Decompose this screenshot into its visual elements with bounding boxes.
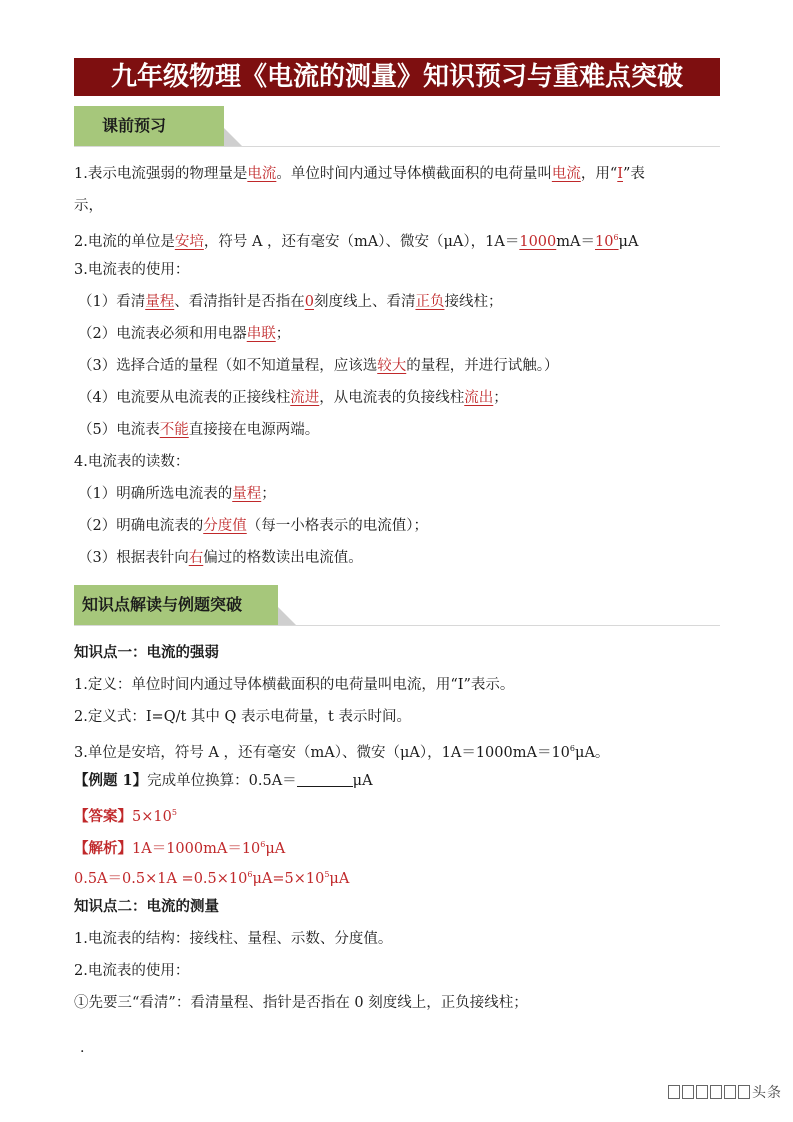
- text: （1）看清: [78, 294, 146, 310]
- fill-in-answer: 安培: [174, 234, 204, 250]
- fill-in-answer: 量程: [232, 486, 262, 502]
- preview-line-6: [78, 355, 558, 377]
- preview-line-5: [78, 323, 290, 345]
- preview-line-1: [74, 163, 645, 185]
- text: ；: [275, 326, 291, 342]
- fill-in-answer: I: [617, 166, 623, 182]
- watermark-logo-icon: [738, 1085, 750, 1099]
- preview-line-12: [78, 547, 363, 569]
- text: （3）选择合适的量程（如不知道量程，应该选: [78, 358, 378, 374]
- stray-dot: .: [80, 1040, 85, 1056]
- text: μA: [352, 773, 373, 789]
- text: 2.电流的单位是: [74, 234, 175, 250]
- fill-in-answer: 正负: [415, 294, 445, 310]
- answer-line: [74, 802, 177, 828]
- text: ；: [493, 390, 508, 406]
- section-tab-label: 课前预习: [102, 116, 167, 135]
- divider: [74, 625, 720, 626]
- text: 1A＝1000mA＝10: [132, 841, 261, 857]
- text: μA: [265, 841, 286, 857]
- text: 3.单位是安培，符号 A ，还有毫安（mA）、微安（μA），1A＝1000mA＝10: [74, 745, 570, 761]
- knowledge1-line-2: 2.定义式：I=Q/t 其中 Q 表示电荷量，t 表示时间。: [74, 709, 411, 725]
- fill-in-answer: 电流: [551, 166, 581, 182]
- preview-line-4: [78, 291, 502, 313]
- section-tab-label: 知识点解读与例题突破: [82, 595, 243, 614]
- watermark-logo-icon: [682, 1085, 694, 1099]
- preview-line-9: 4.电流表的读数：: [74, 454, 190, 470]
- fill-in-answer: 右: [188, 550, 204, 566]
- tab-corner-decoration: [224, 128, 242, 146]
- text: μA。: [575, 745, 610, 761]
- text: （每一小格表示的电流值）；: [246, 518, 428, 534]
- knowledge2-heading: 知识点二：电流的测量: [74, 898, 219, 915]
- fill-in-answer: 电流: [247, 166, 277, 182]
- fill-in-answer: 流出: [464, 390, 494, 406]
- knowledge2-line-1: 1.电流表的结构：接线柱、量程、示数、分度值。: [74, 931, 393, 947]
- text: 10: [595, 234, 614, 250]
- section-tab-breakthrough: [74, 585, 278, 625]
- fill-in-answer: 1000: [519, 234, 557, 250]
- fill-in-answer: 串联: [246, 326, 276, 342]
- fill-in-answer: [595, 234, 619, 250]
- text: ，符号 A ，还有毫安（mA）、微安（μA），1A＝: [203, 234, 520, 250]
- text: ，用“: [580, 166, 618, 182]
- knowledge1-line-1: 1.定义：单位时间内通过导体横截面积的电荷量叫电流，用“I”表示。: [74, 677, 515, 693]
- preview-line-8: [78, 419, 319, 441]
- fill-in-answer: 量程: [145, 294, 175, 310]
- text: μA: [329, 871, 350, 887]
- text: 0.5A＝0.5×1A =0.5×10: [74, 871, 248, 887]
- text: 直接接在电源两端。: [188, 422, 320, 438]
- text: 接线柱；: [444, 294, 503, 310]
- text: mA＝: [556, 234, 595, 250]
- text: （5）电流表: [78, 422, 160, 438]
- text: μA=5×10: [252, 871, 325, 887]
- superscript: 6: [569, 744, 576, 753]
- watermark-logo-icon: [710, 1085, 722, 1099]
- text: 偏过的格数读出电流值。: [203, 550, 363, 566]
- text: 完成单位换算：0.5A＝: [147, 773, 297, 789]
- superscript: 6: [260, 840, 266, 849]
- text: ；: [261, 486, 276, 502]
- tab-corner-decoration: [278, 607, 296, 625]
- fill-in-answer: 0: [304, 294, 314, 310]
- preview-line-10: [78, 483, 276, 505]
- text: μA: [618, 234, 639, 250]
- watermark-text: 头条: [752, 1085, 782, 1101]
- text: （2）电流表必须和用电器: [78, 326, 247, 342]
- preview-line-2: [74, 227, 638, 253]
- knowledge1-heading: 知识点一：电流的强弱: [74, 644, 219, 661]
- preview-line-7: [78, 387, 508, 409]
- preview-line-11: [78, 515, 428, 537]
- superscript: 5: [324, 870, 330, 879]
- preview-line-3: 3.电流表的使用：: [74, 262, 190, 278]
- text: ”表: [623, 166, 645, 182]
- text: （4）电流要从电流表的正接线柱: [78, 390, 291, 406]
- watermark-logo-icon: [696, 1085, 708, 1099]
- text: 、看清指针是否指在: [174, 294, 305, 310]
- knowledge1-line-3: [74, 738, 609, 764]
- fill-in-answer: 流进: [290, 390, 320, 406]
- superscript: 6: [247, 870, 253, 879]
- fill-in-answer: 不能: [159, 422, 189, 438]
- page-title: 九年级物理《电流的测量》知识预习与重难点突破: [74, 58, 720, 96]
- knowledge2-line-3: ①先要三“看清”：看清量程、指针是否指在 0 刻度线上，正负接线柱；: [74, 995, 528, 1011]
- watermark: [668, 1082, 782, 1102]
- text: 1.表示电流强弱的物理量是: [74, 166, 248, 182]
- text: ，从电流表的负接线柱: [319, 390, 465, 406]
- text: 刻度线上、看清: [313, 294, 416, 310]
- preview-line-1b: 示，: [74, 198, 103, 214]
- fill-in-answer: 分度值: [203, 518, 247, 534]
- analysis-line: [74, 834, 285, 860]
- text: 5×10: [132, 809, 172, 825]
- answer-blank: [297, 773, 353, 787]
- section-tab-preview: [74, 106, 224, 146]
- watermark-logo-icon: [668, 1085, 680, 1099]
- text: 的量程，并进行试触。）: [406, 358, 559, 374]
- text: （3）根据表针向: [78, 550, 189, 566]
- analysis-tag: 【解析】: [74, 840, 132, 857]
- calculation-line: [74, 864, 349, 890]
- example-tag: 【例题 1】: [74, 772, 148, 789]
- example-1: [74, 770, 373, 792]
- divider: [74, 146, 720, 147]
- watermark-logo-icon: [724, 1085, 736, 1099]
- text: （2）明确电流表的: [78, 518, 204, 534]
- superscript: 5: [171, 808, 177, 817]
- text: （1）明确所选电流表的: [78, 486, 233, 502]
- knowledge2-line-2: 2.电流表的使用：: [74, 963, 190, 979]
- fill-in-answer: 较大: [377, 358, 407, 374]
- answer-tag: 【答案】: [74, 808, 132, 825]
- text: 。单位时间内通过导体横截面积的电荷量叫: [276, 166, 552, 182]
- superscript: 6: [613, 233, 619, 242]
